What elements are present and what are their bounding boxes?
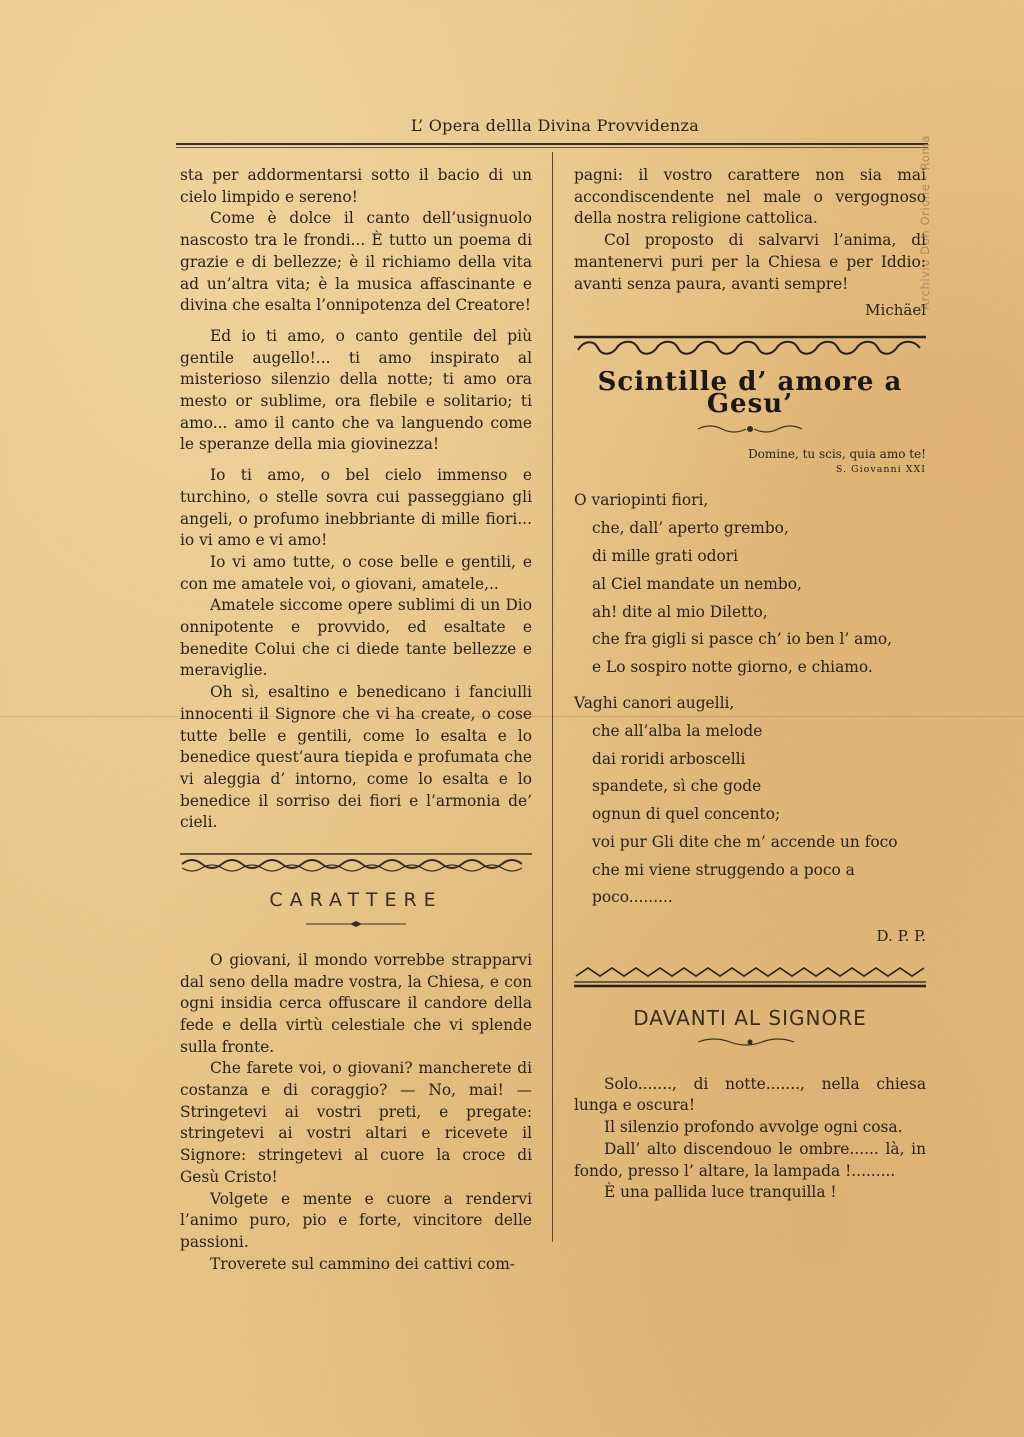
signature: D. P. P. [876, 927, 926, 946]
poem-line: al Ciel mandate un nembo, [592, 574, 802, 593]
ornamental-border [180, 850, 532, 876]
poem-line: che fra gigli si pasce ch’ io ben l’ amo, [592, 630, 893, 649]
poem-line: e Lo sospiro notte giorno, e chiamo. [592, 658, 873, 677]
paragraph: Dall’ alto discendouo le ombre...... là, in fondo, presso l’ altare, la lampada !......... [574, 1139, 926, 1180]
paragraph: Amatele siccome opere sublimi di un Dio onnipotente e provvido, ed esaltate e benedite Colui che ci diede tante bellezze e meraviglie. [180, 596, 532, 680]
paragraph: Come è dolce il canto dell’usignuolo nascosto tra le frondi... È tutto un poema di grazie e di bellezze; è il richiamo della vita ad un’altra vita; è la musica affascinante e divina che esalta l’onnipotenza del Creatore! [180, 209, 532, 315]
poem-line: che, dall’ aperto grembo, [592, 519, 789, 538]
column-divider [552, 152, 553, 1242]
paragraph: Volgete e mente e cuore a rendervi l’animo puro, pio e forte, vincitore delle passioni. [180, 1189, 532, 1251]
paragraph: sta per addormentarsi sotto il bacio di un cielo limpido e sereno! [180, 166, 532, 206]
poem-line: che all’alba la melode [592, 721, 763, 740]
header-rule [176, 143, 928, 145]
poem-line: che mi viene struggendo a poco a poco......... [592, 860, 855, 907]
running-head: L’ Opera dellla Divina Provvidenza [410, 116, 700, 135]
paragraph: Io ti amo, o bel cielo immenso e turchino, o stelle sovra cui passeggiano gli angeli, o profumo inebbriante di mille fiori... io vi amo e vi amo! [180, 466, 532, 550]
paragraph: Oh sì, esaltino e benedicano i fanciulli innocenti il Signore che vi ha create, o cose tutte belle e gentili, come lo esalta e lo benedice quest’aura tiepida e profumata che vi aleggia d’ intorno, come lo esalta e lo benedice il sorriso dei fiori e l’armonia de’ cieli. [180, 683, 532, 832]
paragraph: Ed io ti amo, o canto gentile del più gentile augello!... ti amo inspirato al misterioso silenzio della notte; ti amo ora mesto or sublime, ora flebile e solitario; ti amo... amo il canto che va languendo come le speranze della mia giovinezza! [180, 326, 532, 454]
section-title: CARATTERE [269, 889, 443, 912]
title-ornament [690, 1036, 810, 1048]
archive-watermark: Archivio Don Orione - Roma [918, 135, 932, 310]
header-rule-thin [176, 147, 928, 148]
poem-line: dai roridi arboscelli [592, 749, 746, 768]
paragraph: È una pallida luce tranquilla ! [604, 1183, 837, 1202]
left-column [180, 165, 532, 1275]
poem-title: Scintille d’ amore a Gesu’ [597, 366, 903, 419]
title-rule [296, 918, 416, 930]
poem-line: O variopinti fiori, [574, 491, 709, 510]
poem-line: Vaghi canori augelli, [574, 693, 735, 712]
paragraph: Solo......., di notte......., nella chiesa lunga e oscura! [574, 1074, 926, 1115]
epigraph-text: Domine, tu scis, quia amo te! [748, 447, 926, 462]
paragraph: Col proposto di salvarvi l’anima, di mantenervi puri per la Chiesa e per Iddio: avanti senza paura, avanti sempre! [574, 231, 926, 293]
paragraph: Io vi amo tutte, o cose belle e gentili, e con me amatele voi, o giovani, amatele,.. [180, 552, 532, 593]
ornamental-border [574, 334, 926, 360]
poem-line: di mille grati odori [592, 546, 739, 565]
paragraph: Che farete voi, o giovani? mancherete di costanza e di coraggio? — No, mai! — Stringetevi ai vostri preti, e pregate: stringetevi ai vostri altari e ricevete il Signore: stringetevi al cuore la croce di Gesù Cristo! [180, 1059, 532, 1186]
paragraph: O giovani, il mondo vorrebbe strapparvi dal seno della madre vostra, la Chiesa, e con ogni insidia cerca offuscare il candore della fede e della virtù celestiale che vi splende sulla fronte. [180, 950, 532, 1056]
poem-line: spandete, sì che gode [592, 777, 762, 796]
poem-line: ah! dite al mio Diletto, [592, 602, 768, 621]
right-column [574, 165, 926, 1204]
epigraph-source: S. Giovanni XXI [835, 464, 926, 476]
section-title: DAVANTI AL SIGNORE [633, 1005, 867, 1030]
signature: Michäel [865, 301, 926, 320]
paragraph: Troverete sul cammino dei cattivi com- [210, 1254, 515, 1273]
paragraph: Il silenzio profondo avvolge ogni cosa. [604, 1118, 903, 1137]
ornamental-border [574, 964, 926, 990]
poem [574, 487, 926, 912]
title-ornament [690, 423, 810, 435]
paragraph: pagni: il vostro carattere non sia mai accondiscendente nel male o vergognoso della nostra religione cattolica. [574, 166, 926, 228]
epigraph [574, 447, 926, 477]
poem-line: voi pur Gli dite che m’ accende un foco [592, 832, 898, 851]
poem-line: ognun di quel concento; [592, 805, 781, 824]
